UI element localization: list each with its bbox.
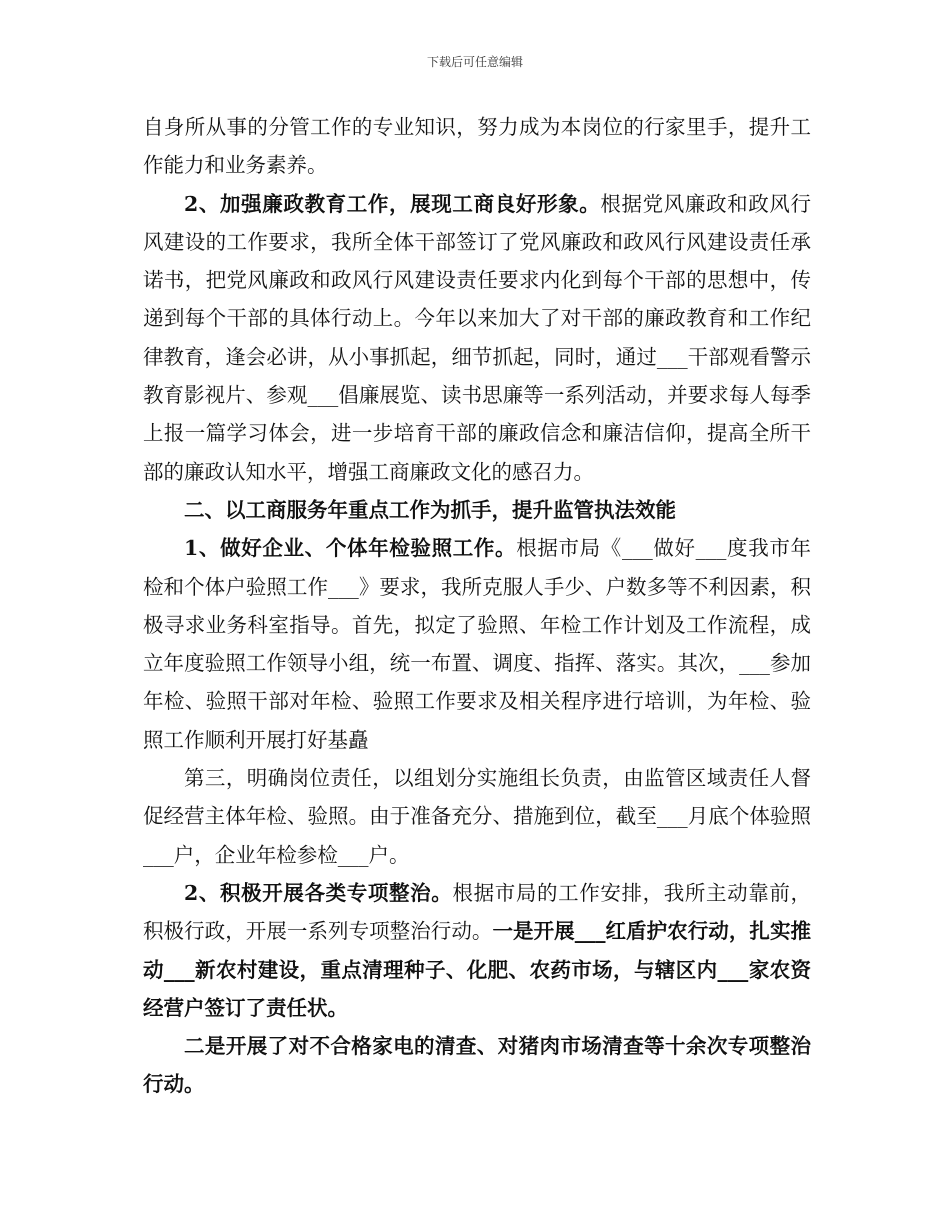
paragraph bbox=[143, 1027, 811, 1104]
paragraph bbox=[143, 108, 811, 185]
paragraph bbox=[143, 529, 811, 759]
paragraph-heading: 1、做好企业、个体年检验照工作。 bbox=[184, 536, 517, 561]
paragraph bbox=[143, 185, 811, 491]
page-header: 下载后可任意编辑 bbox=[426, 55, 523, 69]
document-body bbox=[143, 108, 811, 1104]
paragraph-heading: 2、加强廉政教育工作，展现工商良好形象。 bbox=[184, 191, 601, 216]
paragraph-text: 根据市局的工作安排，我所主动靠前，积极行政，开展一系列专项整治行动。 bbox=[143, 880, 811, 944]
paragraph-text: 根据市局《___做好___度我市年检和个体户验照工作___》要求，我所克服人手少、户数多等不利因素，积极寻求业务科室指导。首先，拟定了验照、年检工作计划及工作流程，成立年度验照工作领导小组，统一布置、调度、指挥、落实。其次，___参加年检、验照干部对年检、验照工作要求及相关程序进行培训，为年检、验照工作顺利开展打好基矗 bbox=[143, 536, 812, 752]
paragraph-emphasis: 二是开展了对不合格家电的清查、对猪肉市场清查等十余次专项整治行动。 bbox=[143, 1034, 811, 1097]
paragraph-text: 第三，明确岗位责任，以组划分实施组长负责，由监管区域责任人督促经营主体年检、验照。由于准备充分、措施到位，截至___月底个体验照___户，企业年检参检___户。 bbox=[143, 766, 811, 867]
paragraph-emphasis: 一是开展___红盾护农行动，扎实推动___新农村建设，重点清理种子、化肥、农药市场，与辖区内___家农资经营户签订了责任状。 bbox=[143, 919, 812, 1020]
section-heading-text: 二、以工商服务年重点工作为抓手，提升监管执法效能 bbox=[184, 497, 676, 522]
paragraph-text: 自身所从事的分管工作的专业知识，努力成为本岗位的行家里手，提升工作能力和业务素养。 bbox=[143, 115, 811, 178]
paragraph-text: 根据党风廉政和政风行风建设的工作要求，我所全体干部签订了党风廉政和政风行风建设责任承诺书，把党风廉政和政风行风建设责任要求内化到每个干部的思想中，传递到每个干部的具体行动上。今年以来加大了对干部的廉政教育和工作纪律教育，逢会必讲，从小事抓起，细节抓起，同时，通过___干部观看警示教育影视片、参观___倡廉展览、读书思廉等一系列活动，并要求每人每季上报一篇学习体会，进一步培育干部的廉政信念和廉洁信仰，提高全所干部的廉政认知水平，增强工商廉政文化的感召力。 bbox=[143, 191, 812, 484]
paragraph bbox=[143, 759, 811, 874]
paragraph-heading: 2、积极开展各类专项整治。 bbox=[184, 880, 453, 905]
paragraph bbox=[143, 874, 811, 1027]
section-heading bbox=[143, 491, 811, 529]
